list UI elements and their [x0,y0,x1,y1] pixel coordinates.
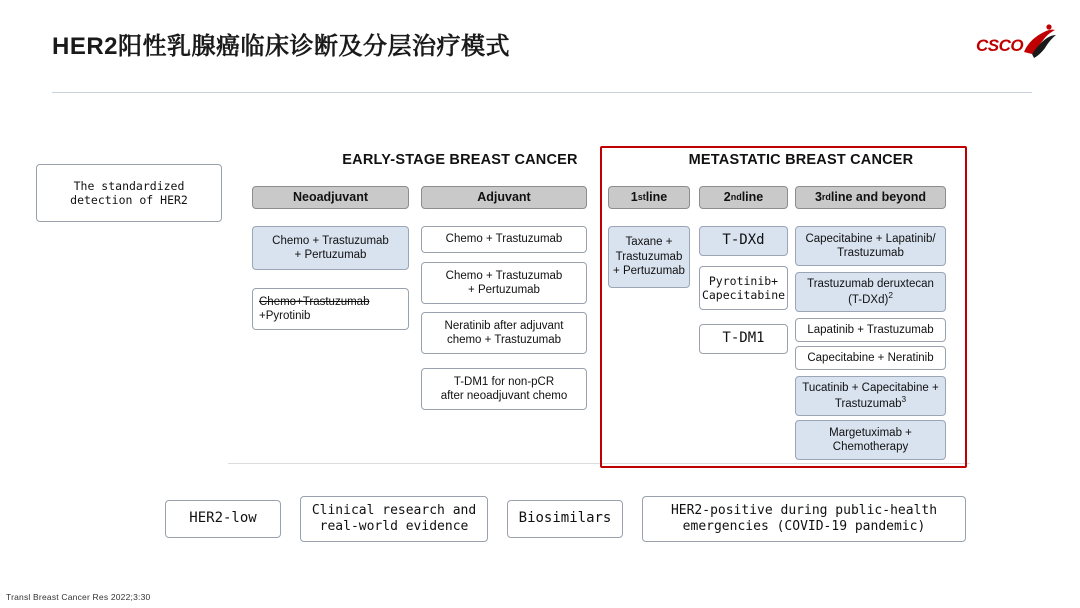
standardized-detection-line1: The standardized [73,178,185,193]
adjuvant-item-3-line2: chemo + Trastuzumab [446,334,562,346]
third-line-item-2 [795,272,946,312]
third-line-item-5 [795,376,946,416]
standardized-detection-box [36,164,222,222]
second-line-item-2 [699,266,788,310]
second-line-header-sup: nd [730,191,742,202]
neoadjuvant-item-2 [252,288,409,330]
third-line-item-2-line2-sup: 2 [888,291,893,301]
third-line-item-6-line1: Margetuximab + [829,426,912,439]
first-line-header-pre: 1 [630,189,638,204]
standardized-detection-line2: detection of HER2 [70,193,188,207]
first-line-header-post: line [645,189,668,204]
second-line-item-2-line1: Pyrotinib+ [708,273,779,288]
third-line-item-2-line2-pre: (T-DXd) [848,293,889,306]
adjuvant-item-3-line1: Neratinib after adjuvant [444,319,564,332]
third-line-item-5-line2-sup: 3 [901,395,907,405]
second-line-header-pre: 2 [723,189,731,204]
third-line-item-6-line2: Chemotherapy [832,441,909,453]
second-line-header-post: line [741,189,764,204]
adjuvant-item-2-line2: + Pertuzumab [468,284,540,296]
third-line-header-post: line and beyond [830,189,927,204]
first-line-item-1 [608,226,690,288]
adjuvant-item-2-line1: Chemo + Trastuzumab [445,269,563,282]
bottom-box-her2-low: HER2-low [165,500,281,538]
bottom-box-clinical-research-line2: real-world evidence [319,519,469,534]
first-line-item-1-line2: Trastuzumab [615,250,683,263]
first-line-header-sup: st [637,191,646,202]
adjuvant-item-4-line1: T-DM1 for non-pCR [453,375,555,388]
third-line-item-1-line1: Capecitabine + Lapatinib/ [805,232,936,245]
bottom-box-biosimilars: Biosimilars [507,500,623,538]
adjuvant-item-2 [421,262,587,304]
bottom-box-her2-positive-covid-line2: emergencies (COVID-19 pandemic) [682,519,926,534]
third-line-item-4: Capecitabine + Neratinib [795,346,946,370]
second-line-item-2-line2: Capecitabine [701,288,786,302]
third-line-item-3: Lapatinib + Trastuzumab [795,318,946,342]
second-line-item-1: T-DXd [699,226,788,256]
csco-logo-text: CSCO [976,36,1024,55]
column-header-second-line [699,186,788,209]
source-footnote: Transl Breast Cancer Res 2022;3:30 [6,592,151,602]
third-line-header-pre: 3 [814,189,822,204]
third-line-item-5-line2-pre: Trastuzumab [834,397,902,410]
first-line-item-1-line1: Taxane + [625,236,673,249]
adjuvant-item-3 [421,312,587,354]
third-line-item-2-line2 [848,291,893,307]
neoadjuvant-item-2-line2: +Pyrotinib [259,310,311,322]
column-header-third-line [795,186,946,209]
bottom-box-her2-positive-covid-line1: HER2-positive during public-health [670,502,938,518]
third-line-item-5-line2 [835,395,906,411]
adjuvant-item-4-line2: after neoadjuvant chemo [440,390,568,402]
neoadjuvant-item-1 [252,226,409,270]
third-line-header-sup: rd [821,191,831,202]
adjuvant-item-1: Chemo + Trastuzumab [421,226,587,253]
section-header-metastatic: METASTATIC BREAST CANCER [688,152,914,168]
adjuvant-item-4 [421,368,587,410]
neoadjuvant-item-1-line2: + Pertuzumab [294,249,367,261]
page-title: HER2阳性乳腺癌临床诊断及分层治疗模式 [52,33,511,60]
neoadjuvant-item-1-line1: Chemo + Trastuzumab [272,234,389,247]
bottom-box-clinical-research-line1: Clinical research and [311,502,477,518]
column-header-neoadjuvant: Neoadjuvant [252,186,409,209]
column-header-adjuvant: Adjuvant [421,186,587,209]
third-line-item-5-line1: Tucatinib + Capecitabine + [802,381,939,394]
column-header-first-line [608,186,690,209]
section-header-early-stage: EARLY-STAGE BREAST CANCER [342,152,578,168]
second-line-item-3: T-DM1 [699,324,788,354]
first-line-item-1-line3: + Pertuzumab [613,265,685,278]
neoadjuvant-item-2-line1: Chemo+Trastuzumab [259,295,370,308]
third-line-item-1 [795,226,946,266]
third-line-item-2-line1: Trastuzumab deruxtecan [807,277,934,290]
bottom-box-clinical-research [300,496,488,542]
third-line-item-6 [795,420,946,460]
bottom-box-her2-positive-covid [642,496,966,542]
third-line-item-1-line2: Trastuzumab [837,247,904,259]
